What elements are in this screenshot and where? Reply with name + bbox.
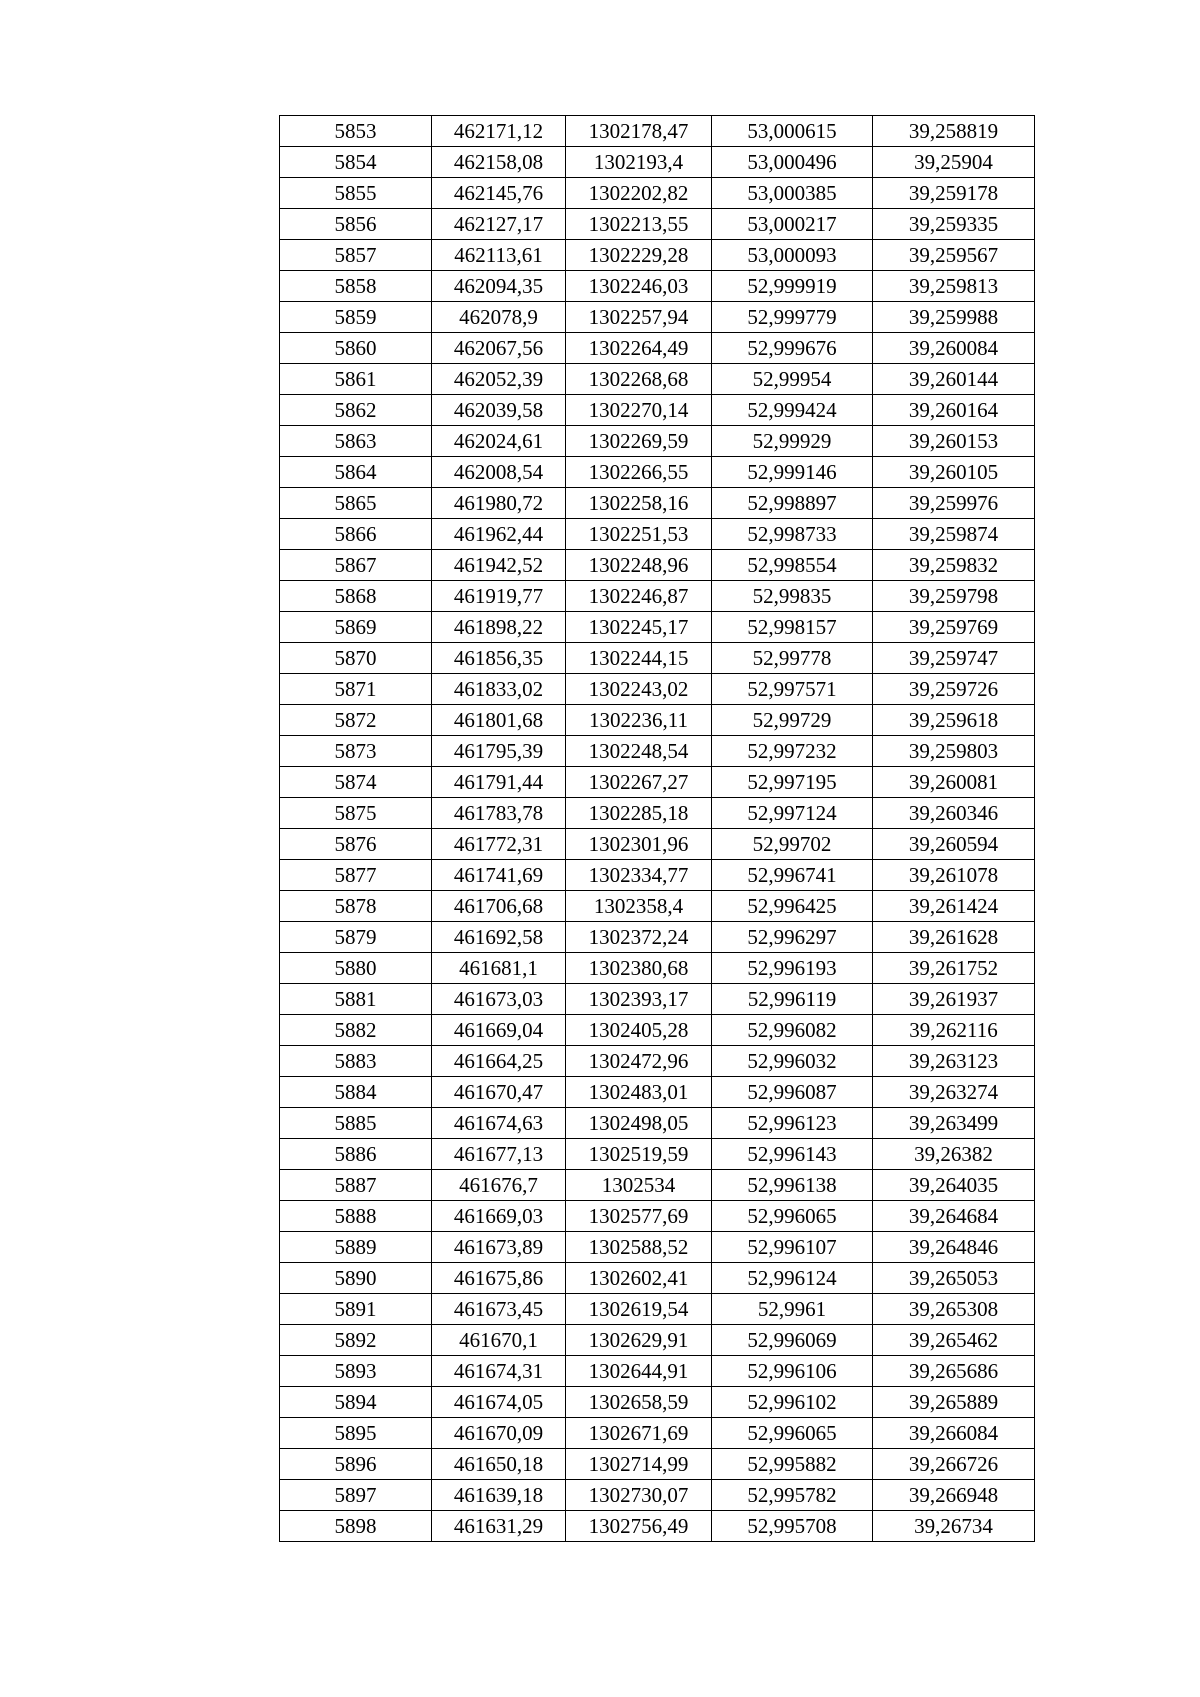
latitude-cell: 52,998733 bbox=[712, 519, 873, 550]
latitude-cell: 52,99702 bbox=[712, 829, 873, 860]
y-coordinate-cell: 1302372,24 bbox=[566, 922, 712, 953]
table-row bbox=[280, 860, 1035, 891]
point-number-cell: 5868 bbox=[280, 581, 432, 612]
point-number-cell: 5889 bbox=[280, 1232, 432, 1263]
table-row bbox=[280, 612, 1035, 643]
latitude-cell: 52,995708 bbox=[712, 1511, 873, 1542]
table-row bbox=[280, 147, 1035, 178]
table-row bbox=[280, 1232, 1035, 1263]
point-number-cell: 5883 bbox=[280, 1046, 432, 1077]
longitude-cell: 39,266726 bbox=[873, 1449, 1035, 1480]
x-coordinate-cell: 461772,31 bbox=[432, 829, 566, 860]
y-coordinate-cell: 1302358,4 bbox=[566, 891, 712, 922]
latitude-cell: 52,997571 bbox=[712, 674, 873, 705]
latitude-cell: 52,997232 bbox=[712, 736, 873, 767]
table-row bbox=[280, 209, 1035, 240]
longitude-cell: 39,260164 bbox=[873, 395, 1035, 426]
table-row bbox=[280, 1077, 1035, 1108]
latitude-cell: 52,996741 bbox=[712, 860, 873, 891]
longitude-cell: 39,259567 bbox=[873, 240, 1035, 271]
point-number-cell: 5871 bbox=[280, 674, 432, 705]
x-coordinate-cell: 461674,31 bbox=[432, 1356, 566, 1387]
latitude-cell: 52,998157 bbox=[712, 612, 873, 643]
longitude-cell: 39,259618 bbox=[873, 705, 1035, 736]
y-coordinate-cell: 1302334,77 bbox=[566, 860, 712, 891]
x-coordinate-cell: 461664,25 bbox=[432, 1046, 566, 1077]
latitude-cell: 52,996297 bbox=[712, 922, 873, 953]
latitude-cell: 52,999779 bbox=[712, 302, 873, 333]
y-coordinate-cell: 1302519,59 bbox=[566, 1139, 712, 1170]
x-coordinate-cell: 461675,86 bbox=[432, 1263, 566, 1294]
longitude-cell: 39,261424 bbox=[873, 891, 1035, 922]
y-coordinate-cell: 1302619,54 bbox=[566, 1294, 712, 1325]
x-coordinate-cell: 461791,44 bbox=[432, 767, 566, 798]
y-coordinate-cell: 1302380,68 bbox=[566, 953, 712, 984]
point-number-cell: 5859 bbox=[280, 302, 432, 333]
point-number-cell: 5867 bbox=[280, 550, 432, 581]
point-number-cell: 5854 bbox=[280, 147, 432, 178]
y-coordinate-cell: 1302248,54 bbox=[566, 736, 712, 767]
point-number-cell: 5878 bbox=[280, 891, 432, 922]
y-coordinate-cell: 1302258,16 bbox=[566, 488, 712, 519]
latitude-cell: 52,995882 bbox=[712, 1449, 873, 1480]
longitude-cell: 39,265686 bbox=[873, 1356, 1035, 1387]
longitude-cell: 39,259813 bbox=[873, 271, 1035, 302]
point-number-cell: 5874 bbox=[280, 767, 432, 798]
x-coordinate-cell: 461670,47 bbox=[432, 1077, 566, 1108]
x-coordinate-cell: 462113,61 bbox=[432, 240, 566, 271]
latitude-cell: 52,996082 bbox=[712, 1015, 873, 1046]
y-coordinate-cell: 1302498,05 bbox=[566, 1108, 712, 1139]
y-coordinate-cell: 1302193,4 bbox=[566, 147, 712, 178]
latitude-cell: 52,996119 bbox=[712, 984, 873, 1015]
longitude-cell: 39,262116 bbox=[873, 1015, 1035, 1046]
x-coordinate-cell: 461674,05 bbox=[432, 1387, 566, 1418]
longitude-cell: 39,263274 bbox=[873, 1077, 1035, 1108]
x-coordinate-cell: 461692,58 bbox=[432, 922, 566, 953]
latitude-cell: 52,997195 bbox=[712, 767, 873, 798]
longitude-cell: 39,261752 bbox=[873, 953, 1035, 984]
point-number-cell: 5856 bbox=[280, 209, 432, 240]
x-coordinate-cell: 461673,45 bbox=[432, 1294, 566, 1325]
x-coordinate-cell: 462145,76 bbox=[432, 178, 566, 209]
table-row bbox=[280, 364, 1035, 395]
latitude-cell: 52,996087 bbox=[712, 1077, 873, 1108]
point-number-cell: 5888 bbox=[280, 1201, 432, 1232]
y-coordinate-cell: 1302602,41 bbox=[566, 1263, 712, 1294]
longitude-cell: 39,261078 bbox=[873, 860, 1035, 891]
x-coordinate-cell: 461856,35 bbox=[432, 643, 566, 674]
y-coordinate-cell: 1302246,87 bbox=[566, 581, 712, 612]
table-row bbox=[280, 240, 1035, 271]
x-coordinate-cell: 461801,68 bbox=[432, 705, 566, 736]
table-row bbox=[280, 1139, 1035, 1170]
table-row bbox=[280, 426, 1035, 457]
point-number-cell: 5869 bbox=[280, 612, 432, 643]
latitude-cell: 52,997124 bbox=[712, 798, 873, 829]
longitude-cell: 39,265308 bbox=[873, 1294, 1035, 1325]
point-number-cell: 5879 bbox=[280, 922, 432, 953]
latitude-cell: 52,996102 bbox=[712, 1387, 873, 1418]
table-row bbox=[280, 1356, 1035, 1387]
point-number-cell: 5853 bbox=[280, 116, 432, 147]
longitude-cell: 39,261628 bbox=[873, 922, 1035, 953]
longitude-cell: 39,260084 bbox=[873, 333, 1035, 364]
x-coordinate-cell: 461783,78 bbox=[432, 798, 566, 829]
point-number-cell: 5855 bbox=[280, 178, 432, 209]
point-number-cell: 5864 bbox=[280, 457, 432, 488]
longitude-cell: 39,260153 bbox=[873, 426, 1035, 457]
point-number-cell: 5858 bbox=[280, 271, 432, 302]
table-row bbox=[280, 829, 1035, 860]
longitude-cell: 39,260346 bbox=[873, 798, 1035, 829]
table-row bbox=[280, 550, 1035, 581]
x-coordinate-cell: 462078,9 bbox=[432, 302, 566, 333]
point-number-cell: 5866 bbox=[280, 519, 432, 550]
y-coordinate-cell: 1302393,17 bbox=[566, 984, 712, 1015]
table-row bbox=[280, 302, 1035, 333]
x-coordinate-cell: 461795,39 bbox=[432, 736, 566, 767]
y-coordinate-cell: 1302285,18 bbox=[566, 798, 712, 829]
longitude-cell: 39,259803 bbox=[873, 736, 1035, 767]
latitude-cell: 53,000093 bbox=[712, 240, 873, 271]
latitude-cell: 52,999146 bbox=[712, 457, 873, 488]
table-row bbox=[280, 1170, 1035, 1201]
longitude-cell: 39,259874 bbox=[873, 519, 1035, 550]
latitude-cell: 52,996425 bbox=[712, 891, 873, 922]
longitude-cell: 39,265889 bbox=[873, 1387, 1035, 1418]
coordinates-table-body bbox=[280, 116, 1035, 1542]
table-row bbox=[280, 643, 1035, 674]
x-coordinate-cell: 461676,7 bbox=[432, 1170, 566, 1201]
point-number-cell: 5893 bbox=[280, 1356, 432, 1387]
y-coordinate-cell: 1302257,94 bbox=[566, 302, 712, 333]
table-row bbox=[280, 674, 1035, 705]
x-coordinate-cell: 461673,03 bbox=[432, 984, 566, 1015]
x-coordinate-cell: 461962,44 bbox=[432, 519, 566, 550]
longitude-cell: 39,259988 bbox=[873, 302, 1035, 333]
y-coordinate-cell: 1302267,27 bbox=[566, 767, 712, 798]
x-coordinate-cell: 461674,63 bbox=[432, 1108, 566, 1139]
longitude-cell: 39,259747 bbox=[873, 643, 1035, 674]
table-row bbox=[280, 1387, 1035, 1418]
x-coordinate-cell: 461898,22 bbox=[432, 612, 566, 643]
y-coordinate-cell: 1302202,82 bbox=[566, 178, 712, 209]
point-number-cell: 5895 bbox=[280, 1418, 432, 1449]
point-number-cell: 5886 bbox=[280, 1139, 432, 1170]
x-coordinate-cell: 461670,09 bbox=[432, 1418, 566, 1449]
point-number-cell: 5880 bbox=[280, 953, 432, 984]
latitude-cell: 52,99729 bbox=[712, 705, 873, 736]
longitude-cell: 39,26382 bbox=[873, 1139, 1035, 1170]
table-row bbox=[280, 519, 1035, 550]
point-number-cell: 5890 bbox=[280, 1263, 432, 1294]
longitude-cell: 39,25904 bbox=[873, 147, 1035, 178]
y-coordinate-cell: 1302248,96 bbox=[566, 550, 712, 581]
table-row bbox=[280, 798, 1035, 829]
x-coordinate-cell: 462094,35 bbox=[432, 271, 566, 302]
longitude-cell: 39,259832 bbox=[873, 550, 1035, 581]
table-row bbox=[280, 736, 1035, 767]
x-coordinate-cell: 461681,1 bbox=[432, 953, 566, 984]
longitude-cell: 39,265462 bbox=[873, 1325, 1035, 1356]
x-coordinate-cell: 461706,68 bbox=[432, 891, 566, 922]
y-coordinate-cell: 1302251,53 bbox=[566, 519, 712, 550]
longitude-cell: 39,261937 bbox=[873, 984, 1035, 1015]
x-coordinate-cell: 462067,56 bbox=[432, 333, 566, 364]
point-number-cell: 5887 bbox=[280, 1170, 432, 1201]
y-coordinate-cell: 1302269,59 bbox=[566, 426, 712, 457]
latitude-cell: 52,996143 bbox=[712, 1139, 873, 1170]
point-number-cell: 5861 bbox=[280, 364, 432, 395]
coordinates-table bbox=[279, 115, 1035, 1542]
point-number-cell: 5884 bbox=[280, 1077, 432, 1108]
point-number-cell: 5897 bbox=[280, 1480, 432, 1511]
point-number-cell: 5870 bbox=[280, 643, 432, 674]
y-coordinate-cell: 1302245,17 bbox=[566, 612, 712, 643]
x-coordinate-cell: 461980,72 bbox=[432, 488, 566, 519]
y-coordinate-cell: 1302270,14 bbox=[566, 395, 712, 426]
table-row bbox=[280, 581, 1035, 612]
latitude-cell: 52,9961 bbox=[712, 1294, 873, 1325]
table-row bbox=[280, 333, 1035, 364]
table-row bbox=[280, 1294, 1035, 1325]
x-coordinate-cell: 461741,69 bbox=[432, 860, 566, 891]
table-row bbox=[280, 1263, 1035, 1294]
point-number-cell: 5881 bbox=[280, 984, 432, 1015]
table-row bbox=[280, 1449, 1035, 1480]
y-coordinate-cell: 1302246,03 bbox=[566, 271, 712, 302]
latitude-cell: 52,996124 bbox=[712, 1263, 873, 1294]
y-coordinate-cell: 1302229,28 bbox=[566, 240, 712, 271]
y-coordinate-cell: 1302714,99 bbox=[566, 1449, 712, 1480]
x-coordinate-cell: 461919,77 bbox=[432, 581, 566, 612]
longitude-cell: 39,266948 bbox=[873, 1480, 1035, 1511]
table-row bbox=[280, 1418, 1035, 1449]
y-coordinate-cell: 1302588,52 bbox=[566, 1232, 712, 1263]
longitude-cell: 39,260594 bbox=[873, 829, 1035, 860]
table-row bbox=[280, 1108, 1035, 1139]
longitude-cell: 39,263123 bbox=[873, 1046, 1035, 1077]
x-coordinate-cell: 462127,17 bbox=[432, 209, 566, 240]
table-row bbox=[280, 1480, 1035, 1511]
point-number-cell: 5872 bbox=[280, 705, 432, 736]
point-number-cell: 5860 bbox=[280, 333, 432, 364]
longitude-cell: 39,260081 bbox=[873, 767, 1035, 798]
table-row bbox=[280, 1325, 1035, 1356]
x-coordinate-cell: 462039,58 bbox=[432, 395, 566, 426]
y-coordinate-cell: 1302405,28 bbox=[566, 1015, 712, 1046]
y-coordinate-cell: 1302264,49 bbox=[566, 333, 712, 364]
x-coordinate-cell: 461673,89 bbox=[432, 1232, 566, 1263]
longitude-cell: 39,259726 bbox=[873, 674, 1035, 705]
table-row bbox=[280, 1511, 1035, 1542]
table-row bbox=[280, 395, 1035, 426]
point-number-cell: 5882 bbox=[280, 1015, 432, 1046]
x-coordinate-cell: 462052,39 bbox=[432, 364, 566, 395]
latitude-cell: 53,000615 bbox=[712, 116, 873, 147]
longitude-cell: 39,264684 bbox=[873, 1201, 1035, 1232]
longitude-cell: 39,259798 bbox=[873, 581, 1035, 612]
table-row bbox=[280, 705, 1035, 736]
y-coordinate-cell: 1302756,49 bbox=[566, 1511, 712, 1542]
y-coordinate-cell: 1302268,68 bbox=[566, 364, 712, 395]
latitude-cell: 52,996065 bbox=[712, 1418, 873, 1449]
y-coordinate-cell: 1302266,55 bbox=[566, 457, 712, 488]
latitude-cell: 52,998554 bbox=[712, 550, 873, 581]
longitude-cell: 39,259335 bbox=[873, 209, 1035, 240]
longitude-cell: 39,260144 bbox=[873, 364, 1035, 395]
x-coordinate-cell: 461677,13 bbox=[432, 1139, 566, 1170]
latitude-cell: 53,000385 bbox=[712, 178, 873, 209]
point-number-cell: 5857 bbox=[280, 240, 432, 271]
longitude-cell: 39,266084 bbox=[873, 1418, 1035, 1449]
latitude-cell: 52,998897 bbox=[712, 488, 873, 519]
table-row bbox=[280, 271, 1035, 302]
table-row bbox=[280, 891, 1035, 922]
table-row bbox=[280, 488, 1035, 519]
latitude-cell: 52,99835 bbox=[712, 581, 873, 612]
table-row bbox=[280, 953, 1035, 984]
table-row bbox=[280, 457, 1035, 488]
table-row bbox=[280, 767, 1035, 798]
y-coordinate-cell: 1302671,69 bbox=[566, 1418, 712, 1449]
x-coordinate-cell: 461650,18 bbox=[432, 1449, 566, 1480]
latitude-cell: 52,996032 bbox=[712, 1046, 873, 1077]
table-row bbox=[280, 116, 1035, 147]
y-coordinate-cell: 1302236,11 bbox=[566, 705, 712, 736]
longitude-cell: 39,259178 bbox=[873, 178, 1035, 209]
y-coordinate-cell: 1302243,02 bbox=[566, 674, 712, 705]
longitude-cell: 39,263499 bbox=[873, 1108, 1035, 1139]
x-coordinate-cell: 462008,54 bbox=[432, 457, 566, 488]
y-coordinate-cell: 1302301,96 bbox=[566, 829, 712, 860]
longitude-cell: 39,264035 bbox=[873, 1170, 1035, 1201]
point-number-cell: 5862 bbox=[280, 395, 432, 426]
y-coordinate-cell: 1302629,91 bbox=[566, 1325, 712, 1356]
y-coordinate-cell: 1302472,96 bbox=[566, 1046, 712, 1077]
longitude-cell: 39,259976 bbox=[873, 488, 1035, 519]
longitude-cell: 39,259769 bbox=[873, 612, 1035, 643]
point-number-cell: 5877 bbox=[280, 860, 432, 891]
x-coordinate-cell: 461669,04 bbox=[432, 1015, 566, 1046]
x-coordinate-cell: 461669,03 bbox=[432, 1201, 566, 1232]
y-coordinate-cell: 1302730,07 bbox=[566, 1480, 712, 1511]
point-number-cell: 5894 bbox=[280, 1387, 432, 1418]
y-coordinate-cell: 1302658,59 bbox=[566, 1387, 712, 1418]
latitude-cell: 52,996193 bbox=[712, 953, 873, 984]
y-coordinate-cell: 1302483,01 bbox=[566, 1077, 712, 1108]
latitude-cell: 52,996065 bbox=[712, 1201, 873, 1232]
point-number-cell: 5873 bbox=[280, 736, 432, 767]
x-coordinate-cell: 461631,29 bbox=[432, 1511, 566, 1542]
latitude-cell: 53,000217 bbox=[712, 209, 873, 240]
latitude-cell: 52,996106 bbox=[712, 1356, 873, 1387]
latitude-cell: 52,999676 bbox=[712, 333, 873, 364]
point-number-cell: 5898 bbox=[280, 1511, 432, 1542]
latitude-cell: 52,99954 bbox=[712, 364, 873, 395]
table-row bbox=[280, 1015, 1035, 1046]
latitude-cell: 52,996138 bbox=[712, 1170, 873, 1201]
y-coordinate-cell: 1302534 bbox=[566, 1170, 712, 1201]
table-row bbox=[280, 1046, 1035, 1077]
longitude-cell: 39,265053 bbox=[873, 1263, 1035, 1294]
point-number-cell: 5892 bbox=[280, 1325, 432, 1356]
y-coordinate-cell: 1302644,91 bbox=[566, 1356, 712, 1387]
x-coordinate-cell: 461942,52 bbox=[432, 550, 566, 581]
point-number-cell: 5885 bbox=[280, 1108, 432, 1139]
point-number-cell: 5875 bbox=[280, 798, 432, 829]
x-coordinate-cell: 461639,18 bbox=[432, 1480, 566, 1511]
latitude-cell: 52,999424 bbox=[712, 395, 873, 426]
latitude-cell: 52,996123 bbox=[712, 1108, 873, 1139]
y-coordinate-cell: 1302213,55 bbox=[566, 209, 712, 240]
latitude-cell: 52,996069 bbox=[712, 1325, 873, 1356]
longitude-cell: 39,260105 bbox=[873, 457, 1035, 488]
latitude-cell: 52,996107 bbox=[712, 1232, 873, 1263]
x-coordinate-cell: 462158,08 bbox=[432, 147, 566, 178]
point-number-cell: 5891 bbox=[280, 1294, 432, 1325]
point-number-cell: 5865 bbox=[280, 488, 432, 519]
latitude-cell: 52,999919 bbox=[712, 271, 873, 302]
latitude-cell: 52,99929 bbox=[712, 426, 873, 457]
latitude-cell: 52,995782 bbox=[712, 1480, 873, 1511]
x-coordinate-cell: 461670,1 bbox=[432, 1325, 566, 1356]
latitude-cell: 53,000496 bbox=[712, 147, 873, 178]
point-number-cell: 5863 bbox=[280, 426, 432, 457]
table-row bbox=[280, 178, 1035, 209]
point-number-cell: 5896 bbox=[280, 1449, 432, 1480]
y-coordinate-cell: 1302244,15 bbox=[566, 643, 712, 674]
table-row bbox=[280, 1201, 1035, 1232]
table-row bbox=[280, 922, 1035, 953]
y-coordinate-cell: 1302577,69 bbox=[566, 1201, 712, 1232]
table-row bbox=[280, 984, 1035, 1015]
x-coordinate-cell: 462024,61 bbox=[432, 426, 566, 457]
point-number-cell: 5876 bbox=[280, 829, 432, 860]
longitude-cell: 39,26734 bbox=[873, 1511, 1035, 1542]
longitude-cell: 39,264846 bbox=[873, 1232, 1035, 1263]
longitude-cell: 39,258819 bbox=[873, 116, 1035, 147]
y-coordinate-cell: 1302178,47 bbox=[566, 116, 712, 147]
x-coordinate-cell: 461833,02 bbox=[432, 674, 566, 705]
x-coordinate-cell: 462171,12 bbox=[432, 116, 566, 147]
latitude-cell: 52,99778 bbox=[712, 643, 873, 674]
